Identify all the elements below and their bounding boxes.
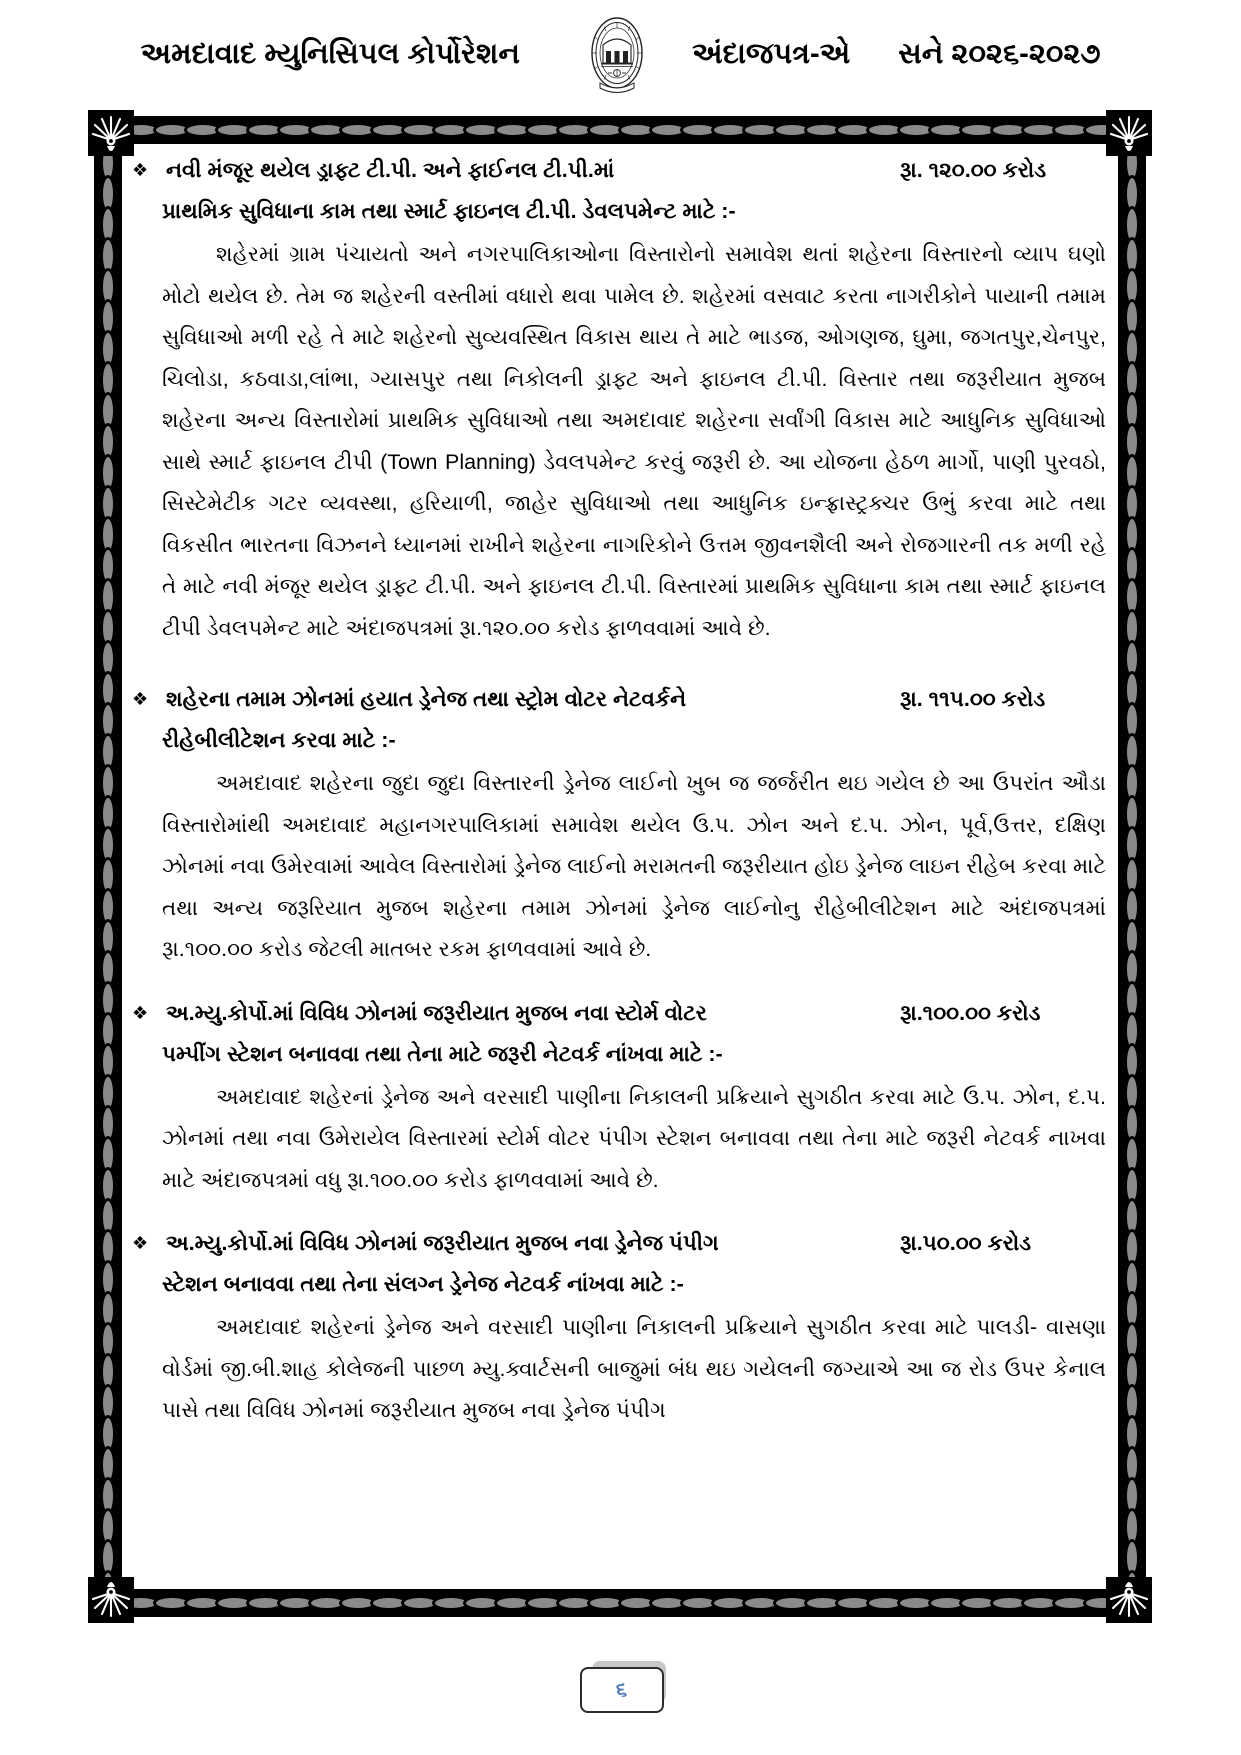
- budget-item: [128, 150, 1112, 649]
- budget-item: [128, 993, 1112, 1202]
- page-header: [0, 0, 1241, 108]
- diamond-bullet-icon: ❖: [132, 1002, 149, 1023]
- budget-item-title-continuation: રીહેબીલીટેશન કરવા માટે :-: [162, 728, 396, 752]
- budget-item-title: શહેરના તમામ ઝોનમાં હયાત ડ્રેનેજ તથા સ્ટ્રોમ વોટર નેટવર્કને: [166, 687, 687, 711]
- budget-item-heading: [128, 679, 1112, 720]
- border-left-chain: [94, 144, 122, 1589]
- diamond-bullet-icon: ❖: [132, 160, 149, 180]
- budget-item-title-continuation: પ્રાથમિક સુવિધાના કામ તથા સ્માર્ટ ફાઇનલ ટી.પી. ડેવલપમેન્ટ માટે :-: [162, 199, 736, 223]
- budget-item-heading: [128, 1223, 1112, 1264]
- budget-item: [128, 679, 1112, 971]
- budget-item-amount: રૂા.૫૦.૦૦ કરોડ: [900, 1231, 1032, 1255]
- document-title-group: [692, 38, 1100, 71]
- budget-item: [128, 1223, 1112, 1432]
- page-number: ૬: [580, 1667, 664, 1713]
- corner-ornament-top-left-icon: [88, 110, 134, 156]
- budget-item-title: અ.મ્યુ.કોર્પો.માં વિવિધ ઝોનમાં જરૂરીયાત મુજબ નવા સ્ટોર્મ વોટર: [166, 1000, 707, 1025]
- page-content: [128, 150, 1112, 1585]
- budget-item-body: અમદાવાદ શહેરનાં ડ્રેનેજ અને વરસાદી પાણીના નિકાલની પ્રક્રિયાને સુગઠીત કરવા માટે ઉ.પ. ઝોન, દ.પ. ઝોનમાં તથા નવા ઉમેરાયેલ વિસ્તારમાં સ્ટોર્મ વોટર પંપીગ સ્ટેશન બનાવવા તથા તેના માટે જરૂરી નેટવર્ક નાખવા માટે અંદાજપત્રમાં વધુ રૂા.૧૦૦.૦૦ કરોડ ફાળવવામાં આવે છે.: [162, 1084, 1106, 1192]
- budget-item-title-continuation: પમ્પીંગ સ્ટેશન બનાવવા તથા તેના માટે જરૂરી નેટવર્ક નાંખવા માટે :-: [162, 1041, 723, 1066]
- page-number-badge: [580, 1667, 662, 1711]
- diamond-bullet-icon: ❖: [132, 689, 149, 709]
- border-bottom-chain: [122, 1589, 1118, 1617]
- budget-item-body: શહેરમાં ગ્રામ પંચાયતો અને નગરપાલિકાઓના વિસ્તારોનો સમાવેશ થતાં શહેરના વિસ્તારનો વ્યાપ ઘણો મોટો થયેલ છે. તેમ જ શહેરની વસ્તીમાં વધારો થવા પામેલ છે. શહેરમાં વસવાટ કરતા નાગરીકોને પાયાની તમામ સુવિધાઓ મળી રહે તે માટે શહેરનો સુવ્યવસ્થિત વિકાસ થાય તે માટે ભાડજ, ઓગણજ, ઘુમા, જગતપુર,ચેનપુર, ચિલોડા, કઠવાડા,લાંભા, ગ્યાસપુર તથા નિકોલની ડ્રાફ્ટ અને ફાઇનલ ટી.પી. વિસ્તાર તથા જરૂરીયાત મુજબ શહેરના અન્ય વિસ્તારોમાં પ્રાથમિક સુવિધાઓ તથા અમદાવાદ શહેરના સર્વાંગી વિકાસ માટે આધુનિક સુવિધાઓ સાથે સ્માર્ટ ફાઇનલ ટીપી (Town Planning) ડેવલપમેન્ટ કરવું જરૂરી છે. આ યોજના હેઠળ માર્ગો, પાણી પુરવઠો, સિસ્ટેમેટીક ગટર વ્યવસ્થા, હરિયાળી, જાહેર સુવિધાઓ તથા આધુનિક ઇન્ફ્રાસ્ટ્રક્ચર ઉભું કરવા માટે તથા વિકસીત ભારતના વિઝનને ધ્યાનમાં રાખીને શહેરના નાગરિકોને ઉત્તમ જીવનશૈલી અને રોજગારની તક મળી રહે તે માટે નવી મંજૂર થયેલ ડ્રાફ્ટ ટી.પી. અને ફાઇનલ ટી.પી. વિસ્તારમાં પ્રાથમિક સુવિધાના કામ તથા સ્માર્ટ ફાઇનલ ટીપી ડેવલપમેન્ટ માટે અંદાજપત્રમાં રૂા.૧૨૦.૦૦ કરોડ ફાળવવામાં આવે છે.: [162, 242, 1106, 640]
- corner-ornament-bottom-right-icon: [1106, 1577, 1152, 1623]
- page-footer: [0, 1654, 1241, 1724]
- budget-item-title: અ.મ્યુ.કોર્પો.માં વિવિધ ઝોનમાં જરૂરીયાત મુજબ નવા ડ્રેનેજ પંપીગ: [166, 1231, 719, 1255]
- document-label: અંદાજપત્ર-એ: [692, 37, 851, 70]
- budget-item-heading: [128, 993, 1112, 1034]
- budget-item-body: અમદાવાદ શહેરનાં ડ્રેનેજ અને વરસાદી પાણીના નિકાલની પ્રક્રિયાને સુગઠીત કરવા માટે પાલડી- વાસણા વોર્ડમાં જી.બી.શાહ કોલેજની પાછળ મ્યુ.ક્વાર્ટસની બાજુમાં બંધ થઇ ગયેલની જગ્યાએ આ જ રોડ ઉપર કેનાલ પાસે તથા વિવિધ ઝોનમાં જરૂરીયાત મુજબ નવા ડ્રેનેજ પંપીગ: [162, 1315, 1106, 1422]
- budget-item-heading: [128, 150, 1112, 191]
- budget-item-amount: રૂા.૧૦૦.૦૦ કરોડ: [900, 1000, 1041, 1025]
- budget-item-amount: રૂા. ૧૨૦.૦૦ કરોડ: [900, 158, 1047, 182]
- diamond-bullet-icon: ❖: [132, 1233, 149, 1253]
- fiscal-year-label: સને ૨૦૨૬-૨૦૨૭: [898, 37, 1101, 70]
- budget-item-title-continuation: સ્ટેશન બનાવવા તથા તેના સંલગ્ન ડ્રેનેજ નેટવર્ક નાંખવા માટે :-: [162, 1272, 684, 1296]
- corner-ornament-top-right-icon: [1106, 110, 1152, 156]
- budget-item-title: નવી મંજૂર થયેલ ડ્રાફ્ટ ટી.પી. અને ફાઈનલ ટી.પી.માં: [166, 158, 615, 182]
- border-right-chain: [1118, 144, 1146, 1589]
- corner-ornament-bottom-left-icon: [88, 1577, 134, 1623]
- organization-name: અમદાવાદ મ્યુનિસિપલ કોર્પોરેશન: [140, 37, 521, 70]
- ahmedabad-municipal-corporation-seal-icon: [586, 15, 648, 93]
- border-top-chain: [122, 116, 1118, 144]
- budget-item-body: અમદાવાદ શહેરના જુદા જુદા વિસ્તારની ડ્રેનેજ લાઈનો ખુબ જ જર્જરીત થઇ ગયેલ છે આ ઉપરાંત ઔડા વિસ્તારોમાંથી અમદાવાદ મહાનગરપાલિકામાં સમાવેશ થયેલ ઉ.પ. ઝોન અને દ.પ. ઝોન, પૂર્વ,ઉત્તર, દક્ષિણ ઝોનમાં નવા ઉમેરવામાં આવેલ વિસ્તારોમાં ડ્રેનેજ લાઈનો મરામતની જરૂરીયાત હોઇ ડ્રેનેજ લાઇન રીહેબ કરવા માટે તથા અન્ય જરૂરિયાત મુજબ શહેરના તમામ ઝોનમાં ડ્રેનેજ લાઈનોનુ રીહેબીલીટેશન માટે અંદાજપત્રમાં રૂા.૧૦૦.૦૦ કરોડ જેટલી માતબર રકમ ફાળવવામાં આવે છે.: [162, 771, 1106, 961]
- budget-item-amount: રૂા. ૧૧૫.૦૦ કરોડ: [900, 687, 1046, 711]
